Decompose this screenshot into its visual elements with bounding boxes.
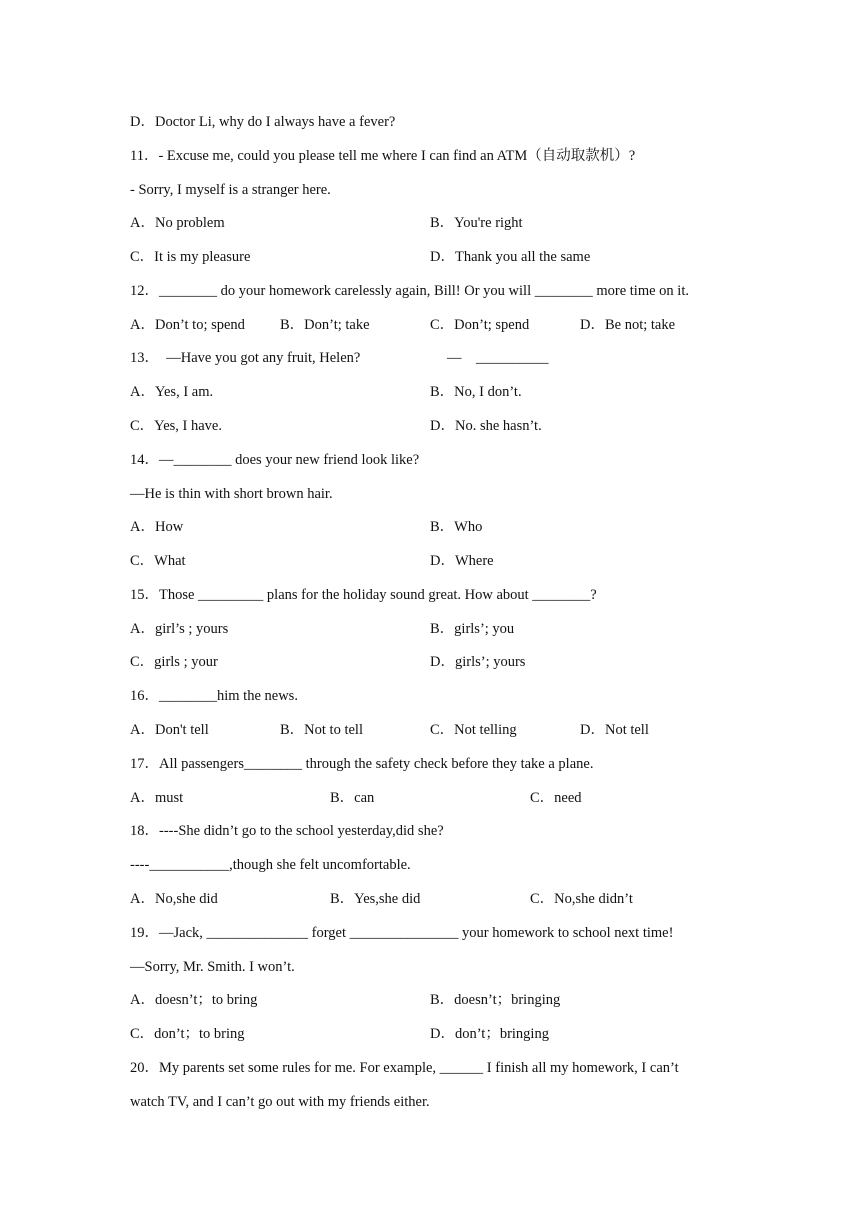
q12-option-a: A．Don’t to; spend	[130, 317, 245, 333]
q14-stem: 14．—________ does your new friend look like?	[130, 452, 420, 468]
q20-stem-line2: watch TV, and I can’t go out with my friends either.	[130, 1094, 430, 1110]
q19-option-c: C．don’t；to bring	[130, 1026, 245, 1042]
q13-stem: 13． —Have you got any fruit, Helen?	[130, 350, 361, 366]
q18-reply: ----___________,though she felt uncomfortable.	[130, 857, 411, 873]
q11-option-b: B．You're right	[430, 215, 523, 231]
q16-stem: 16．________him the news.	[130, 688, 298, 704]
q12-option-c: C．Don’t; spend	[430, 317, 530, 333]
q12-option-b: B．Don’t; take	[280, 317, 370, 333]
q19-option-d: D．don’t；bringing	[430, 1026, 549, 1042]
q11-option-a: A．No problem	[130, 215, 225, 231]
q13-option-a: A．Yes, I am.	[130, 384, 214, 400]
q16-option-d: D．Not tell	[580, 722, 649, 738]
q14-reply: —He is thin with short brown hair.	[130, 486, 333, 502]
q15-option-a: A．girl’s ; yours	[130, 621, 229, 637]
q12-stem: 12．________ do your homework carelessly again, Bill! Or you will ________ more time on it.	[130, 283, 689, 299]
q17-option-c: C．need	[530, 790, 582, 806]
q13-option-c: C．Yes, I have.	[130, 418, 222, 434]
q14-option-d: D．Where	[430, 553, 494, 569]
q14-option-a: A．How	[130, 519, 184, 535]
q18-stem: 18．----She didn’t go to the school yesterday,did she?	[130, 823, 444, 839]
q15-stem: 15．Those _________ plans for the holiday sound great. How about ________?	[130, 587, 597, 603]
q18-option-a: A．No,she did	[130, 891, 218, 907]
q10-option-d: D．Doctor Li, why do I always have a fever?	[130, 114, 396, 130]
q11-stem: 11．- Excuse me, could you please tell me where I can find an ATM（自动取款机）?	[130, 148, 636, 164]
q11-reply: - Sorry, I myself is a stranger here.	[130, 182, 331, 198]
q16-option-a: A．Don't tell	[130, 722, 209, 738]
q15-option-d: D．girls’; yours	[430, 654, 526, 670]
q13-option-b: B．No, I don’t.	[430, 384, 522, 400]
q18-option-c: C．No,she didn’t	[530, 891, 633, 907]
q16-option-c: C．Not telling	[430, 722, 517, 738]
q17-option-a: A．must	[130, 790, 184, 806]
q12-option-d: D．Be not; take	[580, 317, 676, 333]
q16-option-b: B．Not to tell	[280, 722, 363, 738]
q17-option-b: B．can	[330, 790, 375, 806]
q11-option-d: D．Thank you all the same	[430, 249, 591, 265]
q15-option-c: C．girls ; your	[130, 654, 218, 670]
q17-stem: 17．All passengers________ through the safety check before they take a plane.	[130, 756, 594, 772]
q19-option-b: B．doesn’t；bringing	[430, 992, 561, 1008]
q19-stem: 19．—Jack, ______________ forget _______________ your homework to school next time!	[130, 925, 674, 941]
q20-stem-line1: 20．My parents set some rules for me. For example, ______ I finish all my homework, I can’t	[130, 1060, 679, 1076]
q15-option-b: B．girls’; you	[430, 621, 515, 637]
q19-option-a: A．doesn’t；to bring	[130, 992, 258, 1008]
q14-option-c: C．What	[130, 553, 186, 569]
q18-option-b: B．Yes,she did	[330, 891, 421, 907]
q14-option-b: B．Who	[430, 519, 483, 535]
q11-option-c: C．It is my pleasure	[130, 249, 251, 265]
q13-reply: — __________	[447, 350, 549, 366]
q19-reply: —Sorry, Mr. Smith. I won’t.	[130, 959, 295, 975]
q13-option-d: D．No. she hasn’t.	[430, 418, 542, 434]
